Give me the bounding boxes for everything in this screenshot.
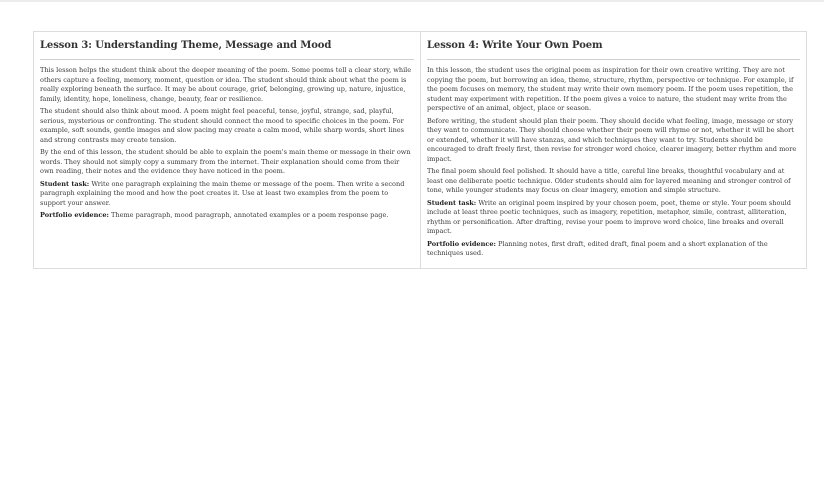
lesson-4-portfolio-text: Planning notes, first draft, edited draft, final poem and a short explanation of the techniques used. [427,239,768,257]
lesson-4-task-label: Student task: [427,198,477,207]
lesson-3-task-text: Write one paragraph explaining the main theme or message of the poem. Then write a second paragraph explaining the mood and how the poet creates it. Use at least two examples from the poem to support your answer. [40,179,405,207]
lesson-4-title: Lesson 4: Write Your Own Poem [427,39,800,60]
lesson-4-paragraph-1: In this lesson, the student uses the original poem as inspiration for their own creative writing. They are not copying the poem, but borrowing an idea, theme, structure, rhythm, perspective or technique. For example, if the poem focuses on memory, the student may write their own memory poem. If the poem uses repetition, the student may experiment with repetition. If the poem gives a voice to nature, the student may write from the perspective of an animal, object, place or season. [427,66,794,112]
lesson-4-paragraph-3: The final poem should feel polished. It should have a title, careful line breaks, thoughtful vocabulary and at least one deliberate poetic technique. Older students should aim for layered meaning and stronger control of tone, while younger students may focus on clear imagery, emotion and simple structure. [427,167,791,194]
lesson-4-task-text: Write an original poem inspired by your chosen poem, poet, theme or style. Your poem should include at least three poetic techniques, such as imagery, repetition, metaphor, simile, contrast, alliteration, rhythm or personification. After drafting, revise your poem to improve word choice, line breaks and overall impact. [427,198,791,235]
lesson-3-title: Lesson 3: Understanding Theme, Message and Mood [40,39,414,60]
lesson-3-portfolio-evidence [40,211,414,221]
lesson-3-card [34,32,420,268]
lesson-3-paragraph-3: By the end of this lesson, the student should be able to explain the poem's main theme or message in their own words. They should not simply copy a summary from the internet. Their explanation should come from their own reading, their notes and the evidence they have noticed in the poem. [40,148,411,175]
lesson-3-portfolio-text: Theme paragraph, mood paragraph, annotated examples or a poem response page. [108,211,389,219]
lesson-3-paragraph-1: This lesson helps the student think about the deeper meaning of the poem. Some poems tell a clear story, while others capture a feeling, memory, moment, question or idea. The student should think about what the poem is really exploring beneath the surface. It may be about courage, grief, belonging, growing up, nature, injustice, family, identity, hope, loneliness, change, beauty, fear or resilience. [40,66,412,103]
lesson-3-task-label: Student task: [40,179,90,188]
lesson-3-portfolio-label: Portfolio evidence: [40,211,109,219]
top-divider [0,0,824,2]
lesson-4-card [420,32,806,268]
lesson-4-portfolio-label: Portfolio evidence: [427,239,496,248]
lesson-3-student-task [40,180,414,209]
lesson-4-paragraph-2: Before writing, the student should plan their poem. They should decide what feeling, image, message or story they want to communicate. They should choose whether their poem will rhyme or not, whether it will be short or extended, whether it will have stanzas, and which techniques they want to try. Students should be encouraged to draft freely first, then revise for stronger word choice, clearer imagery, better rhythm and more impact. [427,116,797,163]
lesson-4-portfolio-evidence [427,240,800,259]
lesson-grid [33,31,807,269]
lesson-3-paragraph-2: The student should also think about mood. A poem might feel peaceful, tense, joyful, strange, sad, playful, serious, mysterious or confronting. The student should connect the mood to specific choices in the poem. For example, soft sounds, gentle images and slow pacing may create a calm mood, while sharp words, short lines and strong contrasts may create tension. [40,107,405,144]
lesson-4-student-task [427,199,800,237]
